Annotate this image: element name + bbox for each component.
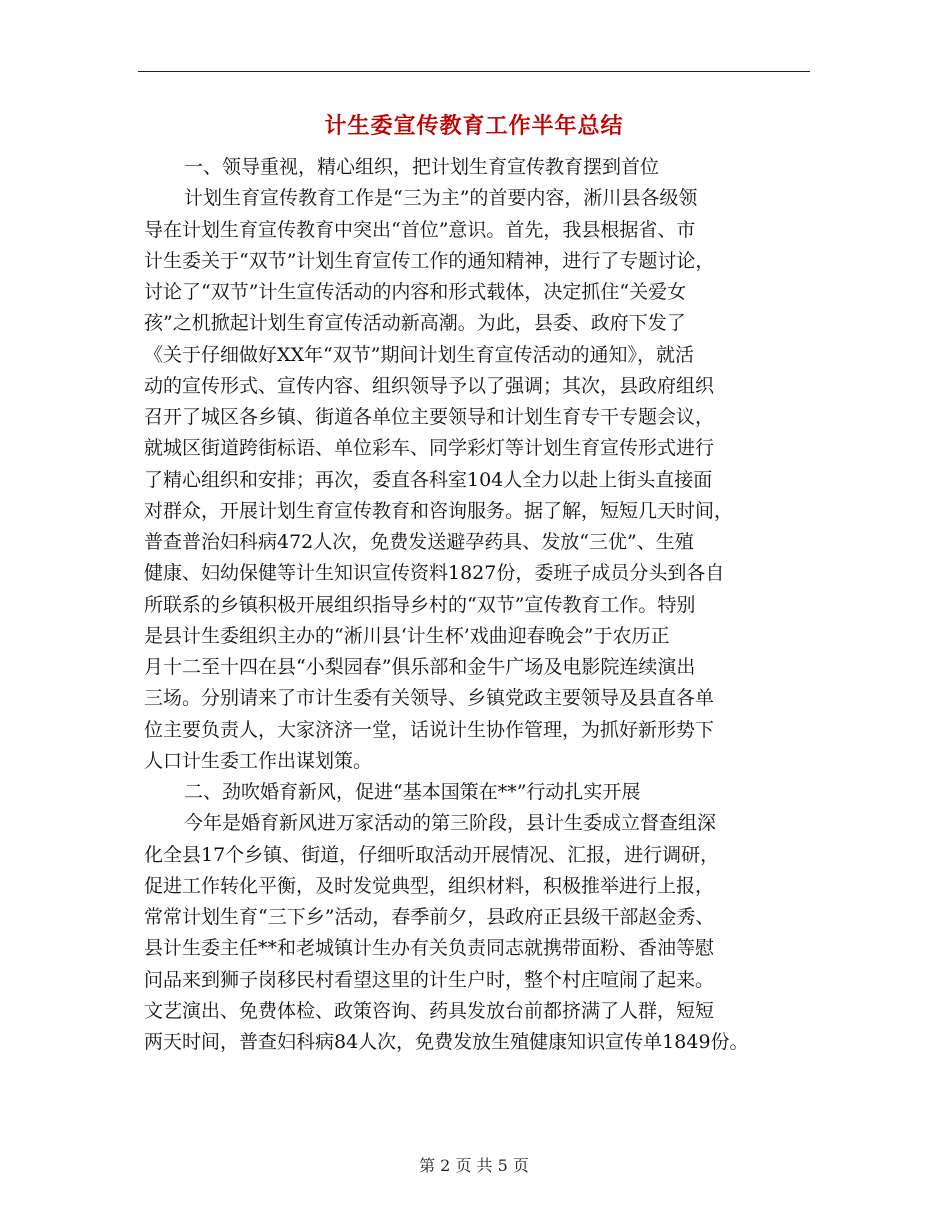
text-line: 两天时间，普查妇科病84人次，免费发放生殖健康知识宣传单1849份。 xyxy=(144,1031,749,1053)
text-line: 二、劲吹婚育新风，促进“基本国策在**”行动扎实开展 xyxy=(184,781,641,803)
text-line: 导在计划生育宣传教育中突出“首位”意识。首先，我县根据省、市 xyxy=(144,218,696,241)
text-line: 计划生育宣传教育工作是“三为主”的首要内容，淅川县各级领 xyxy=(184,187,698,210)
text-line: 健康、妇幼保健等计生知识宣传资料1827份，委班子成员分头到各自 xyxy=(144,562,725,585)
text-line: 讨论了“双节”计生宣传活动的内容和形式载体，决定抓住“关爱女 xyxy=(144,281,687,303)
text-line: 化全县17个乡镇、街道，仔细听取活动开展情况、汇报，进行调研， xyxy=(144,843,720,866)
text-line: 动的宣传形式、宣传内容、组织领导予以了强调；其次，县政府组织 xyxy=(144,374,715,397)
text-line: 三场。分别请来了市计生委有关领导、乡镇党政主要领导及县直各单 xyxy=(144,687,715,710)
text-line: 今年是婚育新风进万家活动的第三阶段，县计生委成立督查组深 xyxy=(184,812,717,835)
text-line: 《关于仔细做好XX年“双节”期间计划生育宣传活动的通知》，就活 xyxy=(144,343,694,366)
text-line: 了精心组织和安排；再次，委直各科室104人全力以赴上街头直接面 xyxy=(144,468,713,491)
text-line: 问品来到狮子岗移民村看望这里的计生户时，整个村庄喧闹了起来。 xyxy=(144,968,715,991)
text-line: 人口计生委工作出谋划策。 xyxy=(144,749,373,772)
text-line: 对群众，开展计划生育宣传教育和咨询服务。据了解，短短几天时间， xyxy=(144,499,734,522)
text-line: 所联系的乡镇积极开展组织指导乡村的“双节”宣传教育工作。特别 xyxy=(144,593,696,616)
text-line: 计生委关于“双节”计划生育宣传工作的通知精神，进行了专题讨论， xyxy=(144,249,715,272)
text-line: 孩”之机掀起计划生育宣传活动新高潮。为此，县委、政府下发了 xyxy=(144,312,686,335)
text-line: 普查普治妇科病472人次，免费发送避孕药具、发放“三优”、生殖 xyxy=(144,531,694,553)
document-title: 计生委宣传教育工作半年总结 xyxy=(324,113,624,139)
text-line: 县计生委主任**和老城镇计生办有关负责同志就携带面粉、香油等慰 xyxy=(144,937,715,960)
text-line: 就城区街道跨街标语、单位彩车、同学彩灯等计划生育宣传形式进行 xyxy=(144,437,715,460)
header-rule xyxy=(138,71,810,72)
page-number: 第 2 页 共 5 页 xyxy=(419,1156,529,1175)
text-line: 常常计划生育“三下乡”活动，春季前夕，县政府正县级干部赵金秀、 xyxy=(144,906,715,928)
text-line: 一、领导重视，精心组织，把计划生育宣传教育摆到首位 xyxy=(184,156,660,178)
text-line: 促进工作转化平衡，及时发觉典型，组织材料，积极推举进行上报， xyxy=(144,874,715,897)
document-body xyxy=(144,152,824,1058)
text-line: 是县计生委组织主办的“淅川县‘计生杯’戏曲迎春晚会”于农历正 xyxy=(144,624,670,647)
text-line: 位主要负责人，大家济济一堂，话说计生协作管理，为抓好新形势下 xyxy=(144,718,715,741)
text-line: 月十二至十四在县“小梨园春”俱乐部和金牛广场及电影院连续演出 xyxy=(144,656,696,678)
text-line: 文艺演出、免费体检、政策咨询、药具发放台前都挤满了人群，短短 xyxy=(144,999,715,1022)
text-line: 召开了城区各乡镇、街道各单位主要领导和计划生育专干专题会议， xyxy=(144,406,715,428)
